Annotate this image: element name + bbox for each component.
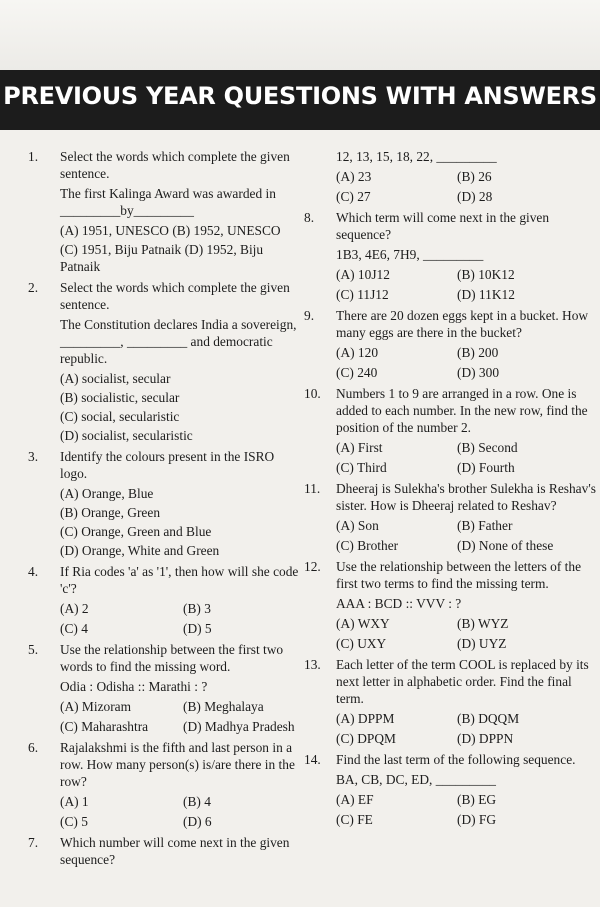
answer-option: (C) Brother	[336, 538, 399, 553]
option-row	[336, 266, 600, 283]
question-number: 11.	[304, 481, 321, 496]
answer-option: (C) FE	[336, 812, 373, 827]
option-row	[60, 600, 300, 617]
left-column	[0, 148, 300, 872]
answer-option: (B) 4	[183, 794, 211, 809]
answer-option: (A) Son	[336, 518, 379, 533]
answer-option: (D) Madhya Pradesh	[183, 719, 295, 734]
answer-option: (C) Third	[336, 460, 387, 475]
option-row	[336, 811, 600, 828]
option-row	[336, 168, 600, 185]
option-row	[336, 459, 600, 476]
answer-option: (C) 1951, Biju Patnaik (D) 1952, Biju Patnaik	[60, 242, 264, 274]
question-block	[300, 480, 600, 554]
answer-option: (C) 4	[60, 621, 88, 636]
option-row	[60, 718, 300, 735]
section-banner	[0, 70, 600, 130]
answer-option: (B) DQQM	[457, 711, 520, 726]
question-number: 2.	[28, 280, 39, 295]
answer-option: (C) DPQM	[336, 731, 396, 746]
question-number: 8.	[304, 210, 315, 225]
question-block	[300, 751, 600, 828]
question-text: Each letter of the term COOL is replaced by its next letter in alphabetic order. Find the final term.	[336, 657, 589, 706]
answer-option: (D) 6	[183, 814, 212, 829]
right-column	[300, 148, 600, 832]
question-subtext: The Constitution declares India a sovereign, _________, _________ and democratic republic.	[60, 317, 297, 366]
answer-option: (A) 120	[336, 345, 379, 360]
answer-option: (B) Meghalaya	[183, 699, 264, 714]
question-block	[300, 558, 600, 652]
answer-option: (B) 26	[457, 169, 492, 184]
question-block	[0, 834, 300, 868]
question-block	[0, 563, 300, 637]
answer-option: (A) 1	[60, 794, 89, 809]
question-block	[0, 641, 300, 735]
answer-option: (A) Mizoram	[60, 699, 132, 714]
question-text: Select the words which complete the given sentence.	[60, 280, 290, 312]
answer-option: (D) 28	[457, 189, 493, 204]
question-text: Numbers 1 to 9 are arranged in a row. One is added to each number. In the new row, find the position of the number 2.	[336, 386, 588, 435]
question-text: Find the last term of the following sequence.	[336, 752, 576, 767]
option-row	[336, 730, 600, 747]
question-block	[0, 279, 300, 444]
question-block	[0, 739, 300, 830]
answer-option: (C) 11J12	[336, 287, 389, 302]
answer-option: (B) WYZ	[457, 616, 509, 631]
answer-option: (D) UYZ	[457, 636, 507, 651]
question-number: 13.	[304, 657, 321, 672]
question-block	[300, 307, 600, 381]
answer-option: (D) FG	[457, 812, 497, 827]
option-row	[60, 813, 300, 830]
answer-option: (B) Father	[457, 518, 513, 533]
question-number: 6.	[28, 740, 39, 755]
option-row	[60, 793, 300, 810]
option-row	[336, 188, 600, 205]
question-block	[300, 385, 600, 476]
option-row	[336, 364, 600, 381]
question-number: 12.	[304, 559, 321, 574]
question-number: 3.	[28, 449, 39, 464]
answer-option: (A) WXY	[336, 616, 390, 631]
question-number: 9.	[304, 308, 315, 323]
question-text: Rajalakshmi is the fifth and last person in a row. How many person(s) is/are there in the row?	[60, 740, 295, 789]
question-subtext: AAA : BCD :: VVV : ?	[336, 596, 462, 611]
answer-option: (A) 1951, UNESCO (B) 1952, UNESCO	[60, 223, 281, 238]
question-subtext: BA, CB, DC, ED, _________	[336, 772, 496, 787]
answer-option: (D) 300	[457, 365, 500, 380]
question-number: 5.	[28, 642, 39, 657]
question-subtext: 1B3, 4E6, 7H9, _________	[336, 247, 484, 262]
answer-option: (D) socialist, secularistic	[60, 428, 193, 443]
answer-option: (D) Fourth	[457, 460, 515, 475]
option-row	[60, 620, 300, 637]
section-title: PREVIOUS YEAR QUESTIONS WITH ANSWERS	[3, 82, 597, 110]
option-row	[60, 698, 300, 715]
question-text: There are 20 dozen eggs kept in a bucket. How many eggs are there in the bucket?	[336, 308, 589, 340]
option-row	[336, 635, 600, 652]
question-number: 7.	[28, 835, 39, 850]
answer-option: (D) 11K12	[457, 287, 515, 302]
answer-option: (C) Orange, Green and Blue	[60, 524, 212, 539]
question-number: 1.	[28, 149, 39, 164]
option-row	[336, 517, 600, 534]
answer-option: (D) 5	[183, 621, 212, 636]
answer-option: (A) socialist, secular	[60, 371, 171, 386]
question-subtext: The first Kalinga Award was awarded in _________by_________	[60, 186, 276, 218]
answer-option: (B) EG	[457, 792, 497, 807]
answer-option: (C) UXY	[336, 636, 387, 651]
option-row	[336, 286, 600, 303]
question-text: Which number will come next in the given sequence?	[60, 835, 290, 867]
answer-option: (A) First	[336, 440, 383, 455]
answer-option: (A) 23	[336, 169, 372, 184]
answer-option: (D) Orange, White and Green	[60, 543, 220, 558]
question-text: Use the relationship between the letters of the first two terms to find the missing term.	[336, 559, 582, 591]
question-text: Use the relationship between the first two words to find the missing word.	[60, 642, 284, 674]
question-text: Select the words which complete the given sentence.	[60, 149, 290, 181]
question-block	[300, 148, 600, 205]
question-block	[0, 448, 300, 559]
question-text: If Ria codes 'a' as '1', then how will she code 'c'?	[60, 564, 299, 596]
answer-option: (B) 3	[183, 601, 211, 616]
answer-option: (B) 200	[457, 345, 499, 360]
question-subtext: Odia : Odisha :: Marathi : ?	[60, 679, 208, 694]
question-number: 4.	[28, 564, 39, 579]
question-text: Which term will come next in the given sequence?	[336, 210, 550, 242]
option-row	[336, 791, 600, 808]
answer-option: (A) 2	[60, 601, 89, 616]
question-text: 12, 13, 15, 18, 22, _________	[336, 149, 497, 164]
answer-option: (B) 10K12	[457, 267, 515, 282]
question-block	[300, 656, 600, 747]
answer-option: (A) 10J12	[336, 267, 390, 282]
answer-option: (C) social, secularistic	[60, 409, 180, 424]
answer-option: (A) Orange, Blue	[60, 486, 154, 501]
answer-option: (C) 27	[336, 189, 371, 204]
page-top-margin	[0, 0, 600, 70]
option-row	[336, 710, 600, 727]
answer-option: (B) socialistic, secular	[60, 390, 180, 405]
question-text: Identify the colours present in the ISRO logo.	[60, 449, 275, 481]
answer-option: (A) DPPM	[336, 711, 395, 726]
question-number: 10.	[304, 386, 321, 401]
answer-option: (B) Orange, Green	[60, 505, 161, 520]
option-row	[336, 537, 600, 554]
answer-option: (A) EF	[336, 792, 374, 807]
question-block	[0, 148, 300, 275]
answer-option: (B) Second	[457, 440, 518, 455]
answer-option: (C) Maharashtra	[60, 719, 149, 734]
option-row	[336, 615, 600, 632]
option-row	[336, 439, 600, 456]
question-number: 14.	[304, 752, 321, 767]
answer-option: (D) DPPN	[457, 731, 514, 746]
answer-option: (C) 240	[336, 365, 378, 380]
question-text: Dheeraj is Sulekha's brother Sulekha is Reshav's sister. How is Dheeraj related to Reshav?	[336, 481, 596, 513]
answer-option: (C) 5	[60, 814, 88, 829]
answer-option: (D) None of these	[457, 538, 554, 553]
option-row	[336, 344, 600, 361]
question-block	[300, 209, 600, 303]
